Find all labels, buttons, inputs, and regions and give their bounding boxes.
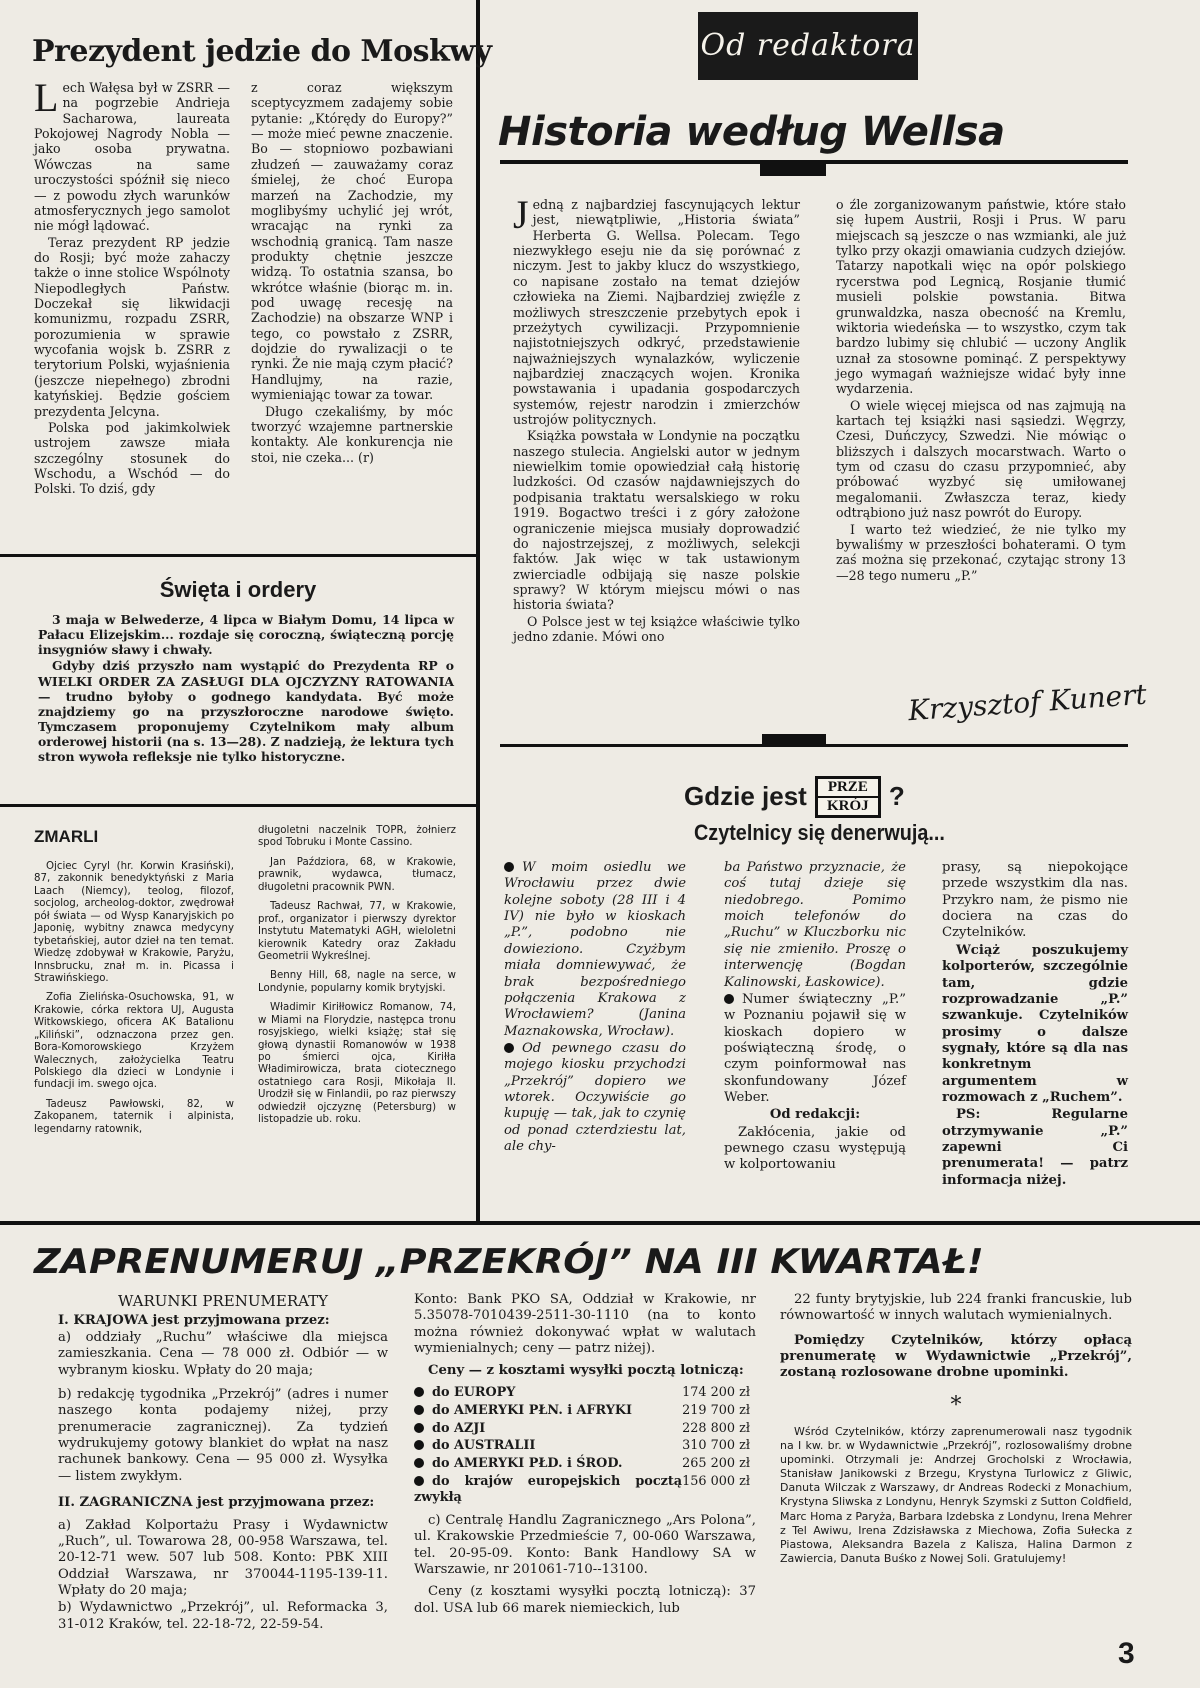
- prizes-text: Pomiędzy Czytelników, którzy opłacą prenumeratę w Wydawnictwie „Przekrój”, zostaną rozlosowane drobne upominki.: [780, 1332, 1132, 1381]
- subscription-column: [414, 1292, 756, 1618]
- obituary: Władimir Kiriłłowicz Romanow, 74, w Miami na Florydzie, następca tronu rosyjskiego, wielki książę; stał się głową dynastii Romanowów w 1938 po śmierci ojca, Kiriłła Władimirowicza, brata ciotecznego ostatniego cara Rosji, Mikołaja II. Urodził się w Finlandii, po raz pierwszy odwiedził ojczyznę (Petersburg) w listopadzie ub. roku.: [258, 1002, 456, 1126]
- price-destination: do AUSTRALII: [432, 1438, 536, 1454]
- letter: ba Państwo przyznacie, że coś tutaj dzieje się niedobrego. Pomimo moich telefonów do „Ruchu” w Kluczborku nic się nie zmieniło. Proszę o interwencję (Bogdan Kalinowski, Łaskowice).: [724, 860, 906, 990]
- subscription-column: [58, 1292, 388, 1634]
- reply-ps: PS: Regularne otrzymywanie „P.” zapewni Ci prenumerata! — patrz informacja niżej.: [942, 1107, 1128, 1188]
- price-value: 265 200 zł: [682, 1456, 750, 1472]
- subscription-text: Konto: Bank PKO SA, Oddział w Krakowie, nr 5.35078-7010439-2511-30-1110 (na to konto można również dokonywać wpłat w walutach wymienialnych; ceny — patrz niżej).: [414, 1292, 756, 1357]
- bullet-icon: [504, 1043, 514, 1053]
- bullet-icon: [414, 1423, 424, 1433]
- obituary: Jan Paździora, 68, w Krakowie, prawnik, wydawca, tłumacz, długoletni pracownik PWN.: [258, 856, 456, 893]
- bullet-icon: [414, 1440, 424, 1450]
- editorial-label: Od redaktora: [698, 12, 918, 80]
- obituary-column: [34, 861, 234, 1143]
- prices-table: [414, 1384, 756, 1507]
- reply: Wciąż poszukujemy kolporterów, szczególnie tam, gdzie rozprowadzanie „P.” szwankuje. Czytelników prosimy o dalsze sygnały, które są dla nas konkretnym argumentem w rozmowach z „Ruchem”.: [942, 942, 1128, 1106]
- winners-list: Wśród Czytelników, którzy zaprenumerowali nasz tygodnik na I kw. br. w Wydawnictwie „Przekrój”, rozlosowaliśmy drobne upominki. Otrzymali je: Andrzej Grocholski z Wrocławia, Stanisław Janikowski z Brzegu, Krystyna Turlowicz z Gliwic, Danuta Wilczak z Warszawy, dr Andreas Rodecki z Monachium, Krystyna Sliwska z Londynu, Henryk Szymski z Sutton Coldfield, Marc Homa z Paryża, Barbara Izdebska z Londynu, Irena Mehrer z Tel Awiwu, Irena Zdzisławska z Miechowa, Zofia Sułecka z Piastowa, Aleksandra Bazela z Kalisza, Halina Darmon z Zawiercia, Danuta Buśko z Nowej Soli. Gratulujemy!: [780, 1425, 1132, 1565]
- bullet-icon: [504, 862, 514, 872]
- editorial-title: Historia według Wellsa: [498, 109, 1005, 155]
- obituary: długoletni naczelnik TOPR, żołnierz spod Tobruku i Monte Cassino.: [258, 825, 456, 849]
- title-text: Gdzie jest: [684, 781, 807, 812]
- paragraph: Gdyby dziś przyszło nam wystąpić do Prezydenta RP o WIELKI ORDER ZA ZASŁUGI DLA OJCZYZNY RATOWANIA — trudno byłoby o godnego kandydata. Być może znajdziemy go na przyszłoroczne narodowe święto. Tymczasem proponujemy Czytelnikom mały album orderowej historii (na s. 13—28). Z nadzieją, że lektura tych stron wywoła refleksje nie tylko historyczne.: [38, 658, 454, 765]
- price-destination: do AMERYKI PŁN. i AFRYKI: [432, 1402, 633, 1418]
- bullet-icon: [414, 1458, 424, 1468]
- divider: [0, 1221, 1200, 1225]
- editorial-column: [513, 192, 800, 645]
- editor-signature: Krzysztof Kunert: [907, 677, 1148, 728]
- subscription-text: b) redakcję tygodnika „Przekrój” (adres i numer naszego konta podajemy niżej, przy prenumeracie zagranicznej). Za tydzień wydrukujemy gotowy blankiet do wpłat na nasz rachunek bankowy. Cena — 95 000 zł. Wysyłka — listem zwykłym.: [58, 1387, 388, 1484]
- divider: [0, 804, 478, 807]
- divider-tab: [762, 734, 826, 746]
- star-separator: *: [950, 1392, 962, 1418]
- subscription-subheading: I. KRAJOWA jest przyjmowana przez:: [58, 1312, 330, 1328]
- logo-top: PRZE: [818, 779, 878, 796]
- paragraph: I warto też wiedzieć, że nie tylko my bywaliśmy w przeszłości bohaterami. O tym zaś można się przekonać, czytając strony 13—28 tego numeru „P.”: [836, 521, 1126, 583]
- price-row: [414, 1402, 756, 1420]
- price-value: 174 200 zł: [682, 1384, 750, 1400]
- price-value: 310 700 zł: [682, 1438, 750, 1454]
- title-mark: ?: [888, 781, 905, 812]
- paragraph: Książka powstała w Londynie na początku naszego stulecia. Angielski autor w jednym niewielkim tomie opowiedział całą historię ludzkości. Od czasów najdawniejszych do podpisania traktatu wersalskiego w roku 1919. Bogactwo treści i z góry założone ograniczenie miejsca musiały doprowadzić do najostrzejszej, z możliwych, selekcji faktów. Jak więc w tak ustawionym zwierciadle odbijają się nasze polskie sprawy? W którym miejscu mówi o nas historia świata?: [513, 428, 800, 613]
- letter: Numer świąteczny „P.” w Poznaniu pojawił się w kioskach dopiero w poświąteczną środę, o czym poinformował nas skonfundowany Józef Weber.: [724, 991, 906, 1106]
- drop-cap: J: [513, 192, 529, 237]
- paragraph: Teraz prezydent RP jedzie do Rosji; być może zahaczy także o inne stolice Wspólnoty Niepodległych Państw. Doczekał się likwidacji komunizmu, rozpadu ZSRR, porozumienia w sprawie wycofania wojsk b. ZSRR z terytorium Polski, wyjaśnienia (jeszcze niepełnego) zbrodni katyńskiej. Będzie gościem prezydenta Jelcyna.: [34, 234, 230, 419]
- subscription-text: a) oddziały „Ruchu” właściwe dla miejsca zamieszkania. Cena — 78 000 zł. Odbiór — w wybranym kiosku. Wpłaty do 20 maja;: [58, 1329, 388, 1378]
- reply: prasy, są niepokojące przede wszystkim dla nas. Przykro nam, że pismo nie dociera na czas do Czytelników.: [942, 860, 1128, 941]
- paragraph: Długo czekaliśmy, by móc tworzyć wzajemne partnerskie kontakty. Ale konkurencja nie stoi, nie czeka... (r): [251, 403, 453, 465]
- subscription-column: [780, 1292, 1132, 1567]
- paragraph: 3 maja w Belwederze, 4 lipca w Białym Domu, 14 lipca w Pałacu Elizejskim... rozdaje się coroczną, świąteczną porcję insygniów sławy i chwały.: [38, 612, 454, 658]
- article-column: [251, 80, 453, 466]
- letters-title: [684, 776, 905, 818]
- obituary: Benny Hill, 68, nagle na serce, w Londynie, popularny komik brytyjski.: [258, 970, 456, 994]
- price-row: [414, 1437, 756, 1455]
- bullet-icon: [414, 1387, 424, 1397]
- letter: Od pewnego czasu do mojego kiosku przychodzi „Przekrój” dopiero we wtorek. Oczywiście go kupuję — tak, jak to czynię od ponad czterdziestu lat, ale chy-: [504, 1040, 686, 1155]
- price-row: [414, 1473, 756, 1507]
- paragraph: Lech Wałęsa był w ZSRR — na pogrzebie Andrieja Sacharowa, laureata Pokojowej Nagrody Nobla — jako osoba prywatna. Wówczas na same uroczystości spóźnił się nieco — z powodu złych warunków atmosferycznych jego samolot nie mógł lądować.: [34, 75, 230, 234]
- obituary: Ojciec Cyryl (hr. Korwin Krasiński), 87, zakonnik benedyktyński z Maria Laach (Niemcy), teolog, filozof, socjolog, archeolog-doktor, zwędrował pół świata — od Wysp Kanaryjskich po Japonię, wybitny znawca medycyny tybetańskiej, autor dzieł na ten temat. Wiedzę zdobywał w Krakowie, Paryżu, Innsbrucku, znał m. in. Picassa i Strawińskiego.: [34, 861, 234, 984]
- obituary: Tadeusz Rachwał, 77, w Krakowie, prof., organizator i pierwszy dyrektor Instytutu Matematyki AGH, wieloletni kierownik Katedry oraz Zakładu Geometrii Wykreślnej.: [258, 901, 456, 962]
- price-value: 219 700 zł: [682, 1402, 750, 1418]
- letters-column: [942, 860, 1128, 1190]
- paragraph: O Polsce jest w tej książce właściwie tylko jedno zdanie. Mówi ono: [513, 613, 800, 645]
- bullet-icon: [724, 994, 734, 1004]
- subscription-text: c) Centralę Handlu Zagranicznego „Ars Polona”, ul. Krakowskie Przedmieście 7, 00-060 Warszawa, tel. 20-95-09. Konto: Bank Handlowy SA w Warszawie, nr 201061-710--13100.: [414, 1512, 756, 1577]
- paragraph: Jedną z najbardziej fascynujących lektur jest, niewątpliwie, „Historia świata” Herberta G. Wellsa. Polecam. Tego niezwykłego eseju nie da się porównać z niczym. Jest to jakby klucz do wszystkiego, co napisane zostało na temat dziejów człowieka na Ziemi. Najbardziej zwięźle z możliwych streszczenie przebytych epok i przeżytych cywilizacji. Przypomnienie najistotniejszych odkryć, przedstawienie najważniejszych wynalazków, wyliczenie najbardziej znaczących wojen. Kronika powstawania i upadania gospodarczych systemów, rejestr narodzin i zmierzchów ustrojów politycznych.: [513, 192, 800, 428]
- letters-subtitle: Czytelnicy się denerwują...: [694, 820, 945, 845]
- price-value: 228 800 zł: [682, 1420, 750, 1436]
- price-destination: do krajów europejskich pocztą zwykłą: [414, 1474, 683, 1505]
- paragraph: z coraz większym sceptycyzmem zadajemy sobie pytanie: „Którędy do Europy?” — może mieć pewne znaczenie. Bo — stopniowo pozbawiani złudzeń — zauważamy coraz śmielej, że choć Europa marzeń na Zachodzie, my moglibyśmy uchylić jej wrót, wracając na rynki za wschodnią granicą. Tam nasze produkty chętnie jeszcze widzą. To ostatnia szansa, bo wkrótce właśnie (biorąc m. in. pod uwagę recesję na Zachodzie) na obszarze WNP i tego, co powstało z ZSRR, dojdzie do rywalizacji o te rynki. Że nie mają czym płacić? Handlujmy, na razie, wymieniając towar za towar.: [251, 80, 453, 403]
- prices-heading: Ceny — z kosztami wysyłki pocztą lotniczą:: [428, 1363, 744, 1379]
- vertical-divider: [476, 0, 480, 1225]
- bullet-icon: [414, 1405, 424, 1415]
- article-title: Święta i ordery: [159, 577, 317, 602]
- obituary: Tadeusz Pawłowski, 82, w Zakopanem, taternik i alpinista, legendarny ratownik,: [34, 1098, 234, 1135]
- article-title: Prezydent jedzie do Moskwy: [32, 34, 492, 69]
- obituary: Zofia Zielińska-Osuchowska, 91, w Krakowie, córka rektora UJ, Augusta Witkowskiego, oficera AK Batalionu „Kiliński”, odznaczona przez gen. Bora-Komorowskiego Krzyżem Walecznych, założycielka Teatru Polskiego dla dzieci w Londynie i fundacji im. swego ojca.: [34, 992, 234, 1091]
- drop-cap: L: [34, 75, 59, 120]
- logo-bottom: KRÓJ: [818, 798, 878, 815]
- przekroj-logo: [815, 776, 881, 818]
- obituary-column: [258, 825, 456, 1134]
- price-value: 156 000 zł: [682, 1474, 750, 1490]
- subscription-banner: ZAPRENUMERUJ „PRZEKRÓJ” NA III KWARTAŁ!: [34, 1242, 984, 1282]
- subscription-subheading: II. ZAGRANICZNA jest przyjmowana przez:: [58, 1495, 375, 1511]
- subscription-text: Ceny (z kosztami wysyłki pocztą lotniczą): 37 dol. USA lub 66 marek niemieckich, lub: [414, 1584, 756, 1616]
- bullet-icon: [414, 1476, 424, 1486]
- price-destination: do AZJI: [432, 1420, 486, 1436]
- divider-tab: [760, 164, 826, 176]
- subscription-text: b) Wydawnictwo „Przekrój”, ul. Reformacka 3, 31-012 Kraków, tel. 22-18-72, 22-59-54.: [58, 1600, 388, 1632]
- price-destination: do EUROPY: [432, 1384, 516, 1400]
- subscription-text: 22 funty brytyjskie, lub 224 franki francuskie, lub równowartość w innych walutach wymienialnych.: [780, 1292, 1132, 1324]
- editorial-column: [836, 197, 1126, 584]
- section-title: ZMARLI: [34, 827, 99, 846]
- price-row: [414, 1420, 756, 1438]
- reply: Zakłócenia, jakie od pewnego czasu występują w kolportowaniu: [724, 1124, 906, 1173]
- subscription-heading: WARUNKI PRENUMERATY: [117, 1292, 329, 1310]
- article-body: [38, 612, 454, 765]
- letters-column: [724, 860, 906, 1175]
- paragraph: O wiele więcej miejsca od nas zajmują na kartach tej książki nasi sąsiedzi. Węgrzy, Czesi, Duńczycy, Szwedzi. Nie mówiąc o bliższych i dalszych mocarstwach. Warto o tym od czasu do czasu przypomnieć, aby próbować wyzbyć się umiłowanej megalomanii. Zwłaszcza teraz, kiedy odtrąbiono już nasz powrót do Europy.: [836, 397, 1126, 521]
- price-row: [414, 1455, 756, 1473]
- price-row: [414, 1384, 756, 1402]
- subscription-text: a) Zakład Kolportażu Prasy i Wydawnictw „Ruch”, ul. Towarowa 28, 00-958 Warszawa, tel. 20-12-71 wew. 507 lub 508. Konto: PBK XIII Oddział Warszawa, nr 370044-1195-139-11. Wpłaty do 20 maja;: [58, 1517, 388, 1598]
- paragraph: o źle zorganizowanym państwie, które stało się łupem Austrii, Rosji i Prus. W paru miejscach są jeszcze o nas wzmianki, ale już tylko przy okazji omawiania cudzych dziejów. Tatarzy napotkali więc na opór polskiego rycerstwa pod Legnicą, Rosjanie tłumić musieli polskie powstania. Bitwa grunwaldzka, nasza obecność na Kremlu, wiktoria wiedeńska — to wszystko, czym tak bardzo lubimy się chlubić — uczony Anglik uznał za stosowne pominąć. Z perspektywy jego wymagań ważniejsze widać były inne wydarzenia.: [836, 197, 1126, 397]
- reply-heading: Od redakcji:: [769, 1107, 861, 1123]
- letters-column: [504, 860, 686, 1156]
- letter: W moim osiedlu we Wrocławiu przez dwie kolejne soboty (28 III i 4 IV) nie było w kioskach „P.”, podobno nie dowieziono. Czyżbym miała domniewywać, że brak bezpośredniego połączenia Krakowa z Wrocławiem? (Janina Maznakowska, Wrocław).: [504, 860, 686, 1039]
- paragraph: Polska pod jakimkolwiek ustrojem zawsze miała szczególny stosunek do Wschodu, a Wschód — do Polski. To dziś, gdy: [34, 419, 230, 497]
- price-destination: do AMERYKI PŁD. i ŚROD.: [432, 1456, 623, 1472]
- article-column: [34, 75, 230, 498]
- divider: [0, 554, 478, 557]
- page-number: 3: [1118, 1637, 1135, 1670]
